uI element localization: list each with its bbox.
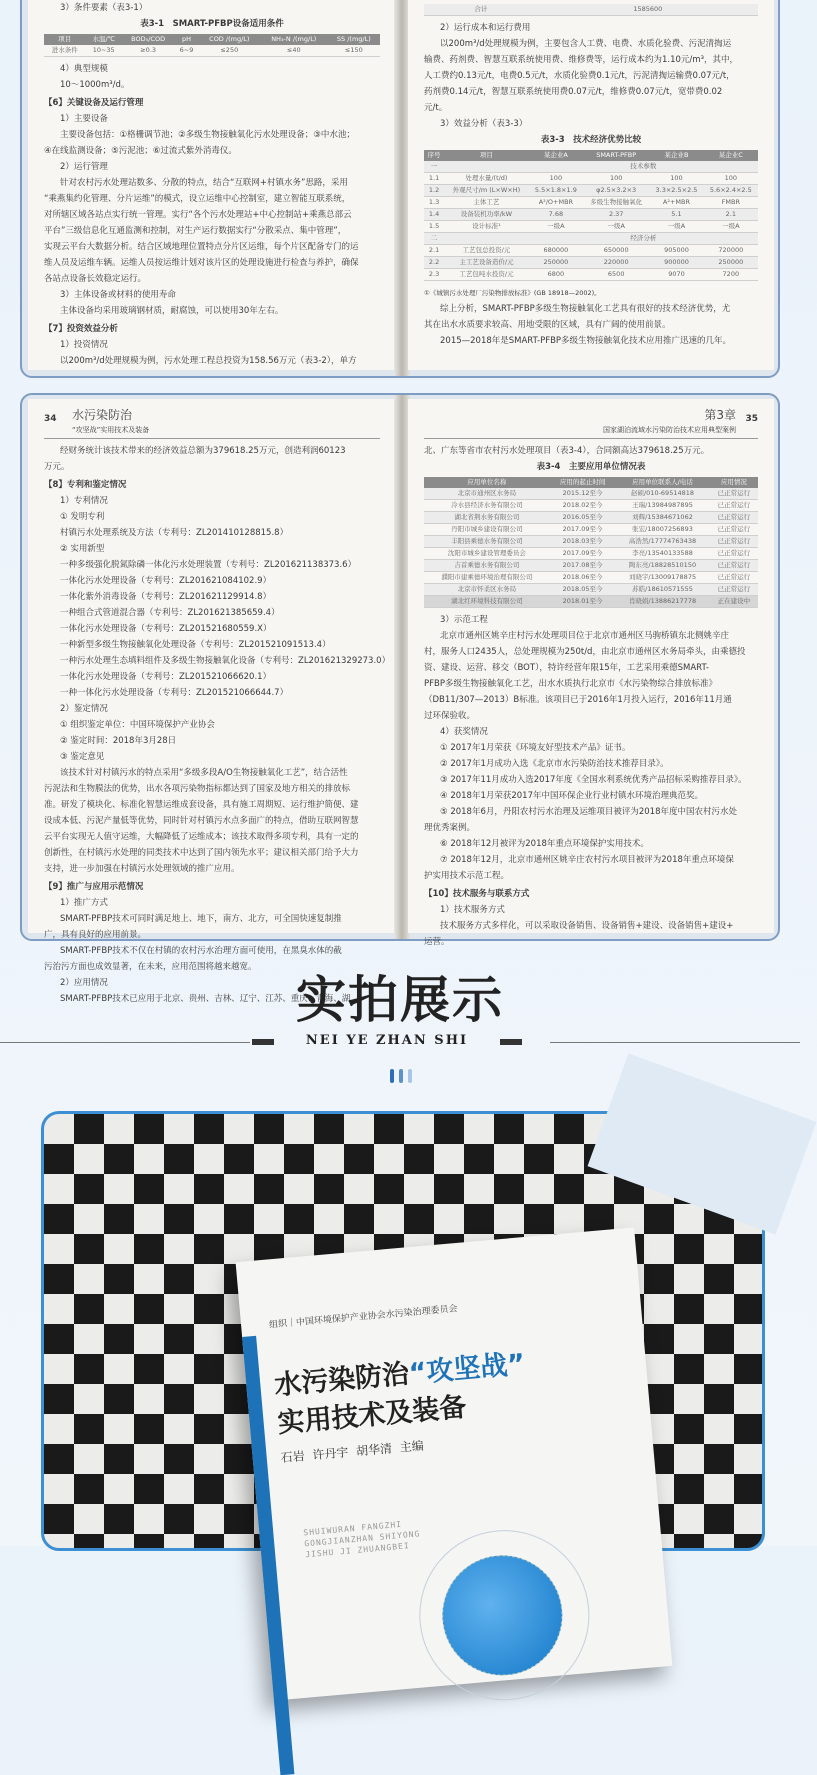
table-3-3: [424, 150, 758, 281]
page-number: 34: [44, 414, 57, 424]
table-row: 1.4 设备装机功率/kW 7.68 2.37 5.1 2.1: [424, 209, 758, 221]
running-subtitle: “攻坚战”实用技术及装备: [72, 426, 150, 434]
cover-pinyin: SHUIWURAN FANGZHI GONGJIANZHAN SHIYONG JISHU JI ZHUANGBEI: [303, 1519, 421, 1560]
section-heading: 【6】关键设备及运行管理: [44, 98, 144, 108]
decor-bar: [390, 1069, 394, 1083]
text-line: 4）典型规模: [60, 64, 108, 74]
text-line: 技术服务方式多样化，可以采取设备销售、设备销售+建设、设备销售+建设+: [440, 921, 734, 931]
section-subtitle: NEI YE ZHAN SHI: [305, 1033, 469, 1048]
table-row: 2.1 工艺包总投资/元 680000 650000 905000 720000: [424, 245, 758, 257]
table-row: 进水条件 10~35 ≥0.3 6~9 ≤250 ≤40 ≤150: [44, 45, 380, 57]
table-row: 1.1 处理水量/(t/d) 100 100 100 100: [424, 173, 758, 185]
text-line: 2015—2018年是SMART-PFBP多级生物接触氧化技术应用推广迅速的几年。: [440, 336, 732, 346]
decor-bar: [408, 1069, 412, 1083]
section-8-body: 1）专利情况 ① 发明专利 村镇污水处理系统及方法（专利号：ZL201410128815.8） ② 实用新型 一种多级强化脱氮除磷一体化污水处理装置（专利号：ZL201621138373.6） 一体化污水处理设备（专利号：ZL201621084102.9） 一体化紫外消毒设备（专利号：ZL201621129914.8） 一种组合式管道混合器（专利号：ZL201621385659.4） 一体化污水处理设备（专利号：ZL201521680559.X） 一种新型多级生物接触氧化处理设备（专利号：ZL201521091513.4） 一种污水处理生态填料组件及多级生物接触氧化设备（专利号：ZL201621329273.0） 一体化污水处理设备（专利号：ZL201521066620.1） 一种一体化污水处理设备（专利号：ZL201521066644.7） 2）鉴定情况 ① 组织鉴定单位：中国环境保护产业协会 ② 鉴定时间：2018年3月28日 ③ 鉴定意见 该技术针对村镇污水的特点采用“多级多段A/O生物接触氧化工艺”，结合活性 污泥法和生物膜法的优势，出水各项污染物指标都达到了国家及地方相关的排放标 准。研发了模块化、标准化智慧运维成套设备，具有施工周期短、运行维护简便、建 设成本低、污泥产量低等优势，同时针对村镇污水点多面广的特点，借助互联网智慧 云平台实现无人值守运维，大幅降低了运维成本；该技术取得多项专利，具有一定的 创新性，在村镇污水处理的同类技术中达到了国内领先水平；建议相关部门给予大力 支持，进一步加强在村镇污水处理领域的推广应用。: [44, 496, 391, 874]
table-3-2-total: [424, 4, 758, 16]
table-row: 北京市通州区水务局 2015.12至今 赵硕/010-69514818 已正常运行: [424, 488, 758, 500]
decorative-bars: [373, 1068, 433, 1084]
table-header-row: 项目 水温/℃ BOD₅/COD pH COD /(mg/L) NH₃-N /(mg/L) SS /(mg/L): [44, 34, 380, 45]
cover-title-line-1: 水污染防治“攻坚战”: [273, 1348, 527, 1402]
text-line: 1）投资情况: [60, 340, 108, 350]
cost-section: 2）运行成本和运行费用 以200m³/d处理规模为例，主要包含人工费、电费、水质化验费、污泥清掏运 输费、药剂费、智慧互联系统使用费、维修费等，运行成本约为1.10元/m³，其中， 人工费约0.13元/t，电费0.5元/t，水质化验费0.1元/t，污泥清掏运输费0.07元/t， 药剂费0.14元/t，智慧互联系统使用费0.07元/t，维修费0.07元/t，宽带费0.02 元/t。 3）效益分析（表3-3）: [424, 23, 738, 129]
section-subtitle-row: [0, 1033, 800, 1053]
table-row: 合计 1585600: [424, 4, 758, 16]
chapter-title: 第3章: [704, 408, 736, 422]
decor-bar: [399, 1069, 403, 1083]
cover-authors: 石岩 许丹宇 胡华清 主编: [280, 1438, 425, 1466]
text-line: 运营。: [424, 937, 450, 947]
table-row: 湖北红环境科技有限公司 2018.01至今 肖晓娟/13886217778 正在建设中: [424, 596, 758, 608]
text-line: 综上分析，SMART-PFBP多级生物接触氧化工艺具有很好的技术经济优势，尤: [440, 304, 731, 314]
table-3-4: [424, 477, 758, 608]
text-line: 其在出水水质要求较高、用地受限的区域，具有广阔的使用前景。: [424, 320, 671, 330]
table-row: 2.2 主工艺设备造价/元 250000 220000 900000 250000: [424, 257, 758, 269]
table-row: 一 技术参数: [424, 161, 758, 173]
lines-top: 3）条件要素（表3-1）: [60, 3, 148, 13]
section-heading: 【9】推广与应用示范情况: [44, 882, 144, 892]
left-page: [28, 399, 396, 1004]
divider-dash: [500, 1039, 522, 1045]
running-title: 水污染防治: [72, 408, 133, 422]
section-6-body: 1）主要设备 主要设备包括：①格栅调节池；②多级生物接触氧化污水处理设备；③中水池； ④在线监测设备；⑤污泥池；⑥过流式紫外消毒仪。 2）运行管理 针对农村污水处理站数多、分散的特点，结合“互联网+村镇水务”思路，采用 “乘燕集约化管理、分片运维”的模式，设立运维中心控制室，建立智能互联系统， 对所辖区域各站点实行统一管理。实行“各个污水处理站+中心控制站+乘燕总部云 平台”三级信息化互通监测和控制，对生产运行数据实行“分散采点、集中管理”， 实现云平台大数据分析。结合区域地理位置特点分片区运维，每个片区配备专门的运 维人员及运维车辆。运维人员按运维计划对该片区的处理设施进行检查与养护，确保 各站点设备长效稳定运行。 3）主体设备或材料的使用寿命 主体设备均采用玻璃钢材质，耐腐蚀，可以使用30年左右。: [44, 114, 359, 316]
chapter-subtitle: 国家湖泊流域水污染防治技术应用典型案例: [603, 426, 736, 434]
right-page: [408, 0, 774, 370]
table-row: 1.2 外观尺寸/m (L×W×H) 5.5×1.8×1.9 φ2.5×3.2×3 3.3×2.5×2.5 5.6×2.4×2.5: [424, 185, 758, 197]
book-cover: [236, 1227, 673, 1700]
cover-title-line-2: 实用技术及装备: [276, 1391, 468, 1440]
table-3-1: [44, 34, 380, 57]
table-row: 湖北省荆水务有限公司 2016.05至今 刘辉/15384671062 已正常运行: [424, 512, 758, 524]
section-heading: 【8】专利和鉴定情况: [44, 480, 127, 490]
text-line: 北、广东等省市农村污水处理项目（表3-4），合同额高达379618.25万元。: [424, 446, 710, 456]
divider-dash: [252, 1039, 274, 1045]
table-row: 吉首乘德水务有限公司 2017.08至今 陶东亮/18828510150 已正常运行: [424, 560, 758, 572]
table-caption: 表3-3 技术经济优势比较: [540, 135, 642, 145]
text-line: 10～1000m³/d。: [60, 80, 130, 90]
right-page: [408, 399, 774, 947]
text-line: 以200m³/d处理规模为例，污水处理工程总投资为158.56万元（表3-2），单方: [60, 356, 357, 366]
section-heading: 【10】技术服务与联系方式: [424, 889, 530, 899]
table-row: 二 经济分析: [424, 233, 758, 245]
table-row: 沈阳市城乡建设管理委员会 2017.09至今 李亮/13540133588 已正常运行: [424, 548, 758, 560]
table-header-row: 应用单位名称 应用的起止时间 应用单位联系人/电话 应用情况: [424, 477, 758, 488]
book-photo: [41, 1111, 765, 1560]
page-header: [424, 409, 758, 439]
book-spread-1: [20, 0, 780, 378]
table-header-row: 序号 项目 某企业A SMART-PFBP 某企业B 某企业C: [424, 150, 758, 161]
background-accent: [588, 1053, 817, 1234]
cover-organizer: 组织｜中国环境保护产业协会水污染治理委员会: [268, 1304, 458, 1331]
demo-and-awards: 3）示范工程 北京市通州区姚辛庄村污水处理项目位于北京市通州区马驹桥镇东北侧姚辛庄 村，服务人口2435人，总处理规模为250t/d，由北京市通州区水务局牵头，由乘德投 资、建设、运营、移交（BOT），特许经营年限15年，工艺采用乘德SMART- PFBP多级生物接触氧化工艺，出水水质执行北京市《水污染物综合排放标准》 （DB11/307—2013）B标准。该项目已于2016年1月投入运行，2016年11月通 过环保验收。 4）获奖情况 ① 2017年1月荣获《环境友好型技术产品》证书。 ② 2017年1月成功入选《北京市水污染防治技术推荐目录》。 ③ 2017年11月成功入选2017年度《全国水利系统优秀产品招标采购推荐目录》。 ④ 2018年1月荣获2017年中国环保企业行业村镇水环境治理典范奖。 ⑤ 2018年6月，丹阳农村污水治理及运维项目被评为2018年度中国农村污水处 理优秀案例。 ⑥ 2018年12月被评为2018年重点环境保护实用技术。 ⑦ 2018年12月，北京市通州区姚辛庄农村污水项目被评为2018年重点环境保 护实用技术示范工程。: [424, 615, 747, 881]
text-line: 万元。: [44, 462, 70, 472]
table-footnote: ①《城镇污水处理厂污染物排放标准》(GB 18918—2002)。: [424, 289, 601, 297]
section-heading: 【7】投资效益分析: [44, 324, 118, 334]
table-row: 冷水县经济水务有限公司 2018.02至今 王瑞/13984987895 已正常运行: [424, 500, 758, 512]
text-line: 经财务统计该技术带来的经济效益总额为379618.25万元，创造利润60123: [60, 446, 346, 456]
table-row: 1.3 主体工艺 A²/O+MBR 多级生物接触氧化 A²+MBR FMBR: [424, 197, 758, 209]
table-row: 濮阳市建乘德环境治理有限公司 2018.06至今 刘晓宇/13009178875 已正常运行: [424, 572, 758, 584]
table-row: 1.5 设计标准¹ 一级A 一级A 一级A 一级A: [424, 221, 758, 233]
divider-line: [0, 1042, 250, 1043]
table-row: 丹阳市城乡建设有限公司 2017.09至今 张宏/18007256893 已正常运行: [424, 524, 758, 536]
section-9-body: 1）推广方式 SMART-PFBP技术可同时满足地上、地下，南方、北方，可全国快速复制推 广，具有良好的应用前景。 SMART-PFBP技术不仅在村镇的农村污水治理方面可使用，在黑臭水体的截 污治污方面也成效显著，在未来，应用范围将越来越宽。 2）应用情况 SMART-PFBP技术已应用于北京、贵州、吉林、辽宁、江苏、重庆、青海、湖: [44, 898, 351, 1004]
table-row: 丰阳县乘德水务有限公司 2018.03至今 高浩然/17774763438 已正常运行: [424, 536, 758, 548]
table-row: 北京市怀柔区水务局 2018.05至今 苏皓/18610571555 已正常运行: [424, 584, 758, 596]
table-row: 2.3 工艺包吨水投资/元 6800 6500 9070 7200: [424, 269, 758, 281]
page-header: [44, 409, 380, 439]
left-page: [28, 0, 396, 370]
table-caption: 表3-4 主要应用单位情况表: [536, 462, 646, 472]
text-line: 1）技术服务方式: [440, 905, 505, 915]
divider-line: [550, 1042, 800, 1043]
page-number: 35: [745, 414, 758, 424]
section-title: 实拍展示: [296, 970, 504, 1029]
table-caption: 表3-1 SMART-PFBP设备适用条件: [140, 19, 284, 29]
